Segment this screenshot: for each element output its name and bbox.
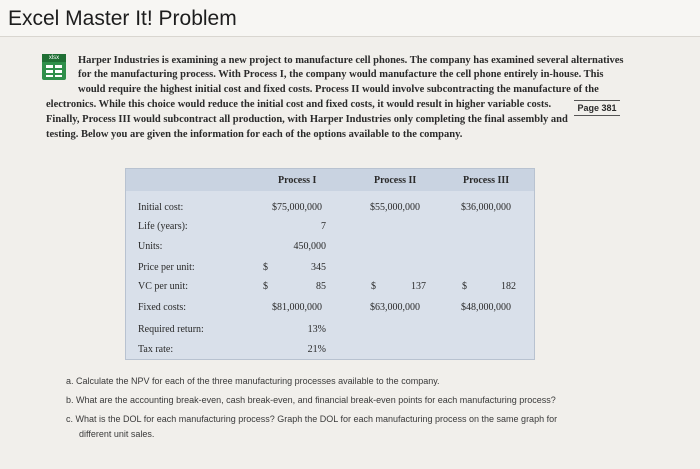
initial-cost-process-1: $75,000,000 bbox=[272, 202, 322, 213]
vc-currency-process-1: $ bbox=[263, 281, 268, 292]
row-label-vc-per-unit: VC per unit: bbox=[138, 281, 188, 292]
units-value: 450,000 bbox=[293, 241, 326, 252]
question-a: a. Calculate the NPV for each of the three manufacturing processes available to the company. bbox=[66, 376, 440, 386]
excel-file-icon-label: xlsx bbox=[42, 54, 66, 62]
spreadsheet-grid-icon bbox=[46, 65, 62, 77]
intro-line-3: would require the highest initial cost and fixed costs. Process II would involve subcontracting the manufacture of the bbox=[78, 84, 599, 95]
vc-currency-process-2: $ bbox=[371, 281, 376, 292]
page-title: Excel Master It! Problem bbox=[8, 7, 237, 30]
initial-cost-process-2: $55,000,000 bbox=[370, 202, 420, 213]
header-bar bbox=[0, 0, 700, 37]
question-b: b. What are the accounting break-even, cash break-even, and financial break-even points for each manufacturing process? bbox=[66, 395, 556, 405]
fixed-costs-process-2: $63,000,000 bbox=[370, 302, 420, 313]
intro-line-5: Finally, Process III would subcontract all production, with Harper Industries only completing the final assembly and bbox=[46, 114, 568, 125]
row-label-initial-cost: Initial cost: bbox=[138, 202, 184, 213]
vc-per-unit-process-1: 85 bbox=[316, 281, 326, 292]
vc-per-unit-process-3: 182 bbox=[501, 281, 516, 292]
question-c-line-2: different unit sales. bbox=[79, 429, 155, 439]
tax-rate-value: 21% bbox=[307, 344, 326, 355]
intro-line-4: electronics. While this choice would reduce the initial cost and fixed costs, it would result in higher variable costs. bbox=[46, 99, 552, 110]
vc-per-unit-process-2: 137 bbox=[411, 281, 426, 292]
column-header-process-1: Process I bbox=[278, 175, 317, 186]
row-label-price-per-unit: Price per unit: bbox=[138, 262, 195, 273]
intro-line-1: Harper Industries is examining a new project to manufacture cell phones. The company has examined several alternatives bbox=[78, 55, 624, 66]
fixed-costs-process-3: $48,000,000 bbox=[461, 302, 511, 313]
question-c-line-1: c. What is the DOL for each manufacturing process? Graph the DOL for each manufacturing process on the same graph for bbox=[66, 414, 558, 424]
required-return-value: 13% bbox=[307, 324, 326, 335]
row-label-units: Units: bbox=[138, 241, 163, 252]
price-currency-symbol: $ bbox=[263, 262, 268, 273]
column-header-process-3: Process III bbox=[463, 175, 510, 186]
intro-line-2: for the manufacturing process. With Process I, the company would manufacture the cell phone entirely in-house. This bbox=[78, 69, 604, 80]
row-label-tax-rate: Tax rate: bbox=[138, 344, 174, 355]
intro-line-6: testing. Below you are given the information for each of the options available to the company. bbox=[46, 129, 463, 140]
row-label-life: Life (years): bbox=[138, 221, 188, 232]
fixed-costs-process-1: $81,000,000 bbox=[272, 302, 322, 313]
page-reference: Page 381 bbox=[574, 100, 620, 116]
excel-file-icon[interactable] bbox=[42, 54, 66, 80]
options-table bbox=[125, 168, 535, 360]
row-label-fixed-costs: Fixed costs: bbox=[138, 302, 187, 313]
life-value: 7 bbox=[321, 221, 326, 232]
price-per-unit-value: 345 bbox=[311, 262, 326, 273]
column-header-process-2: Process II bbox=[374, 175, 417, 186]
initial-cost-process-3: $36,000,000 bbox=[461, 202, 511, 213]
row-label-required-return: Required return: bbox=[138, 324, 204, 335]
vc-currency-process-3: $ bbox=[462, 281, 467, 292]
